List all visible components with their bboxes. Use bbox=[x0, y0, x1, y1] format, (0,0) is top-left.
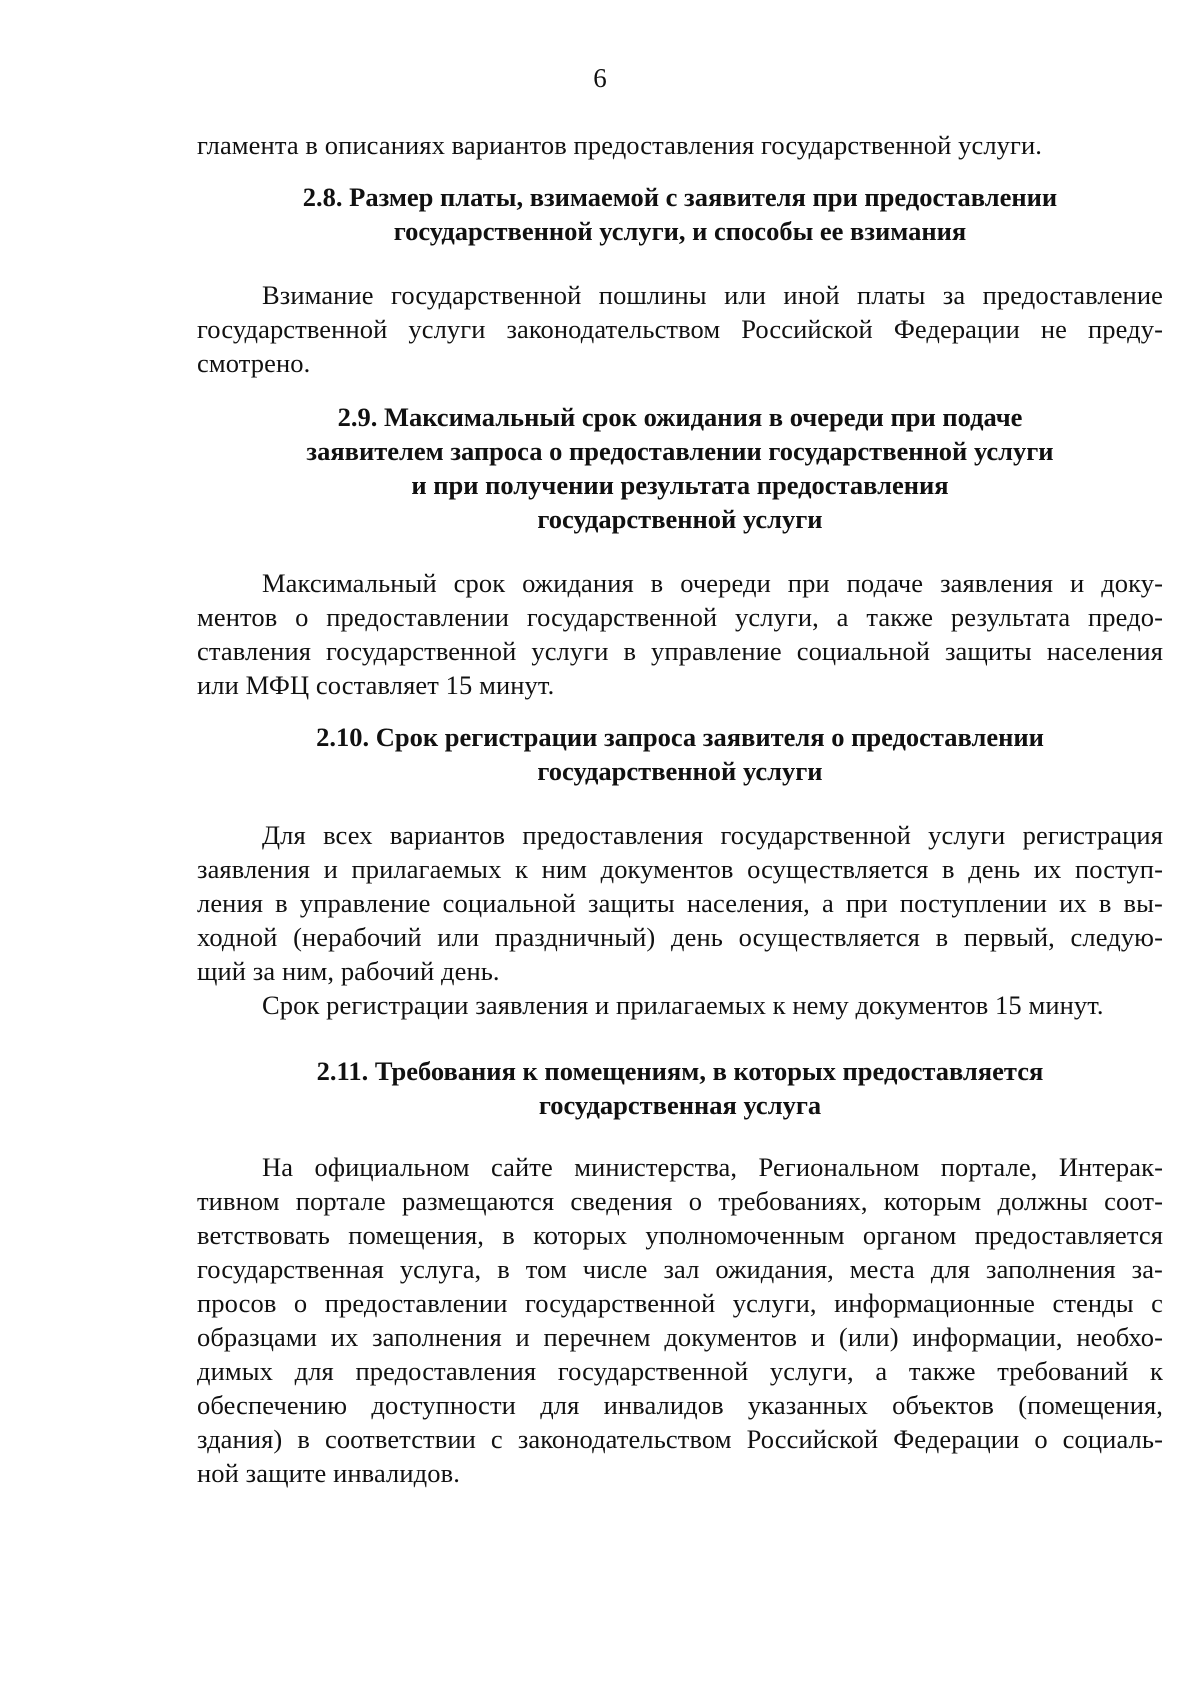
section-heading-line: государственная услуга bbox=[538, 1090, 822, 1120]
continuation-line: гламента в описаниях вариантов предоставления государственной услуги. bbox=[197, 130, 1043, 160]
paragraph-line: просов о предоставлении государственной услуги, информационные стенды с bbox=[197, 1288, 1163, 1318]
paragraph-line: ставления государственной услуги в управление социальной защиты населения bbox=[197, 636, 1163, 666]
paragraph-line: На официальном сайте министерства, Региональном портале, Интерак- bbox=[262, 1152, 1163, 1182]
section-heading-line: заявителем запроса о предоставлении государственной услуги bbox=[306, 436, 1054, 466]
paragraph-line: димых для предоставления государственной услуги, а также требований к bbox=[197, 1356, 1163, 1386]
paragraph-line: ходной (нерабочий или праздничный) день осуществляется в первый, следую- bbox=[197, 922, 1163, 952]
paragraph-line: образцами их заполнения и перечнем документов и (или) информации, необхо- bbox=[197, 1322, 1163, 1352]
section-heading-line: 2.9. Максимальный срок ожидания в очереди при подаче bbox=[337, 402, 1023, 432]
paragraph-line: ветствовать помещения, в которых уполномоченным органом предоставляется bbox=[197, 1220, 1163, 1250]
section-heading-line: государственной услуги, и способы ее взимания bbox=[393, 216, 967, 246]
paragraph-line: смотрено. bbox=[197, 348, 311, 378]
paragraph-line: ления в управление социальной защиты населения, а при поступлении их в вы- bbox=[197, 888, 1163, 918]
paragraph-line: ной защите инвалидов. bbox=[197, 1458, 460, 1488]
section-heading-line: 2.11. Требования к помещениям, в которых предоставляется bbox=[316, 1056, 1044, 1086]
paragraph-line: тивном портале размещаются сведения о требованиях, которым должны соот- bbox=[197, 1186, 1163, 1216]
section-heading-line: государственной услуги bbox=[537, 756, 823, 786]
paragraph-line: государственной услуги законодательством Российской Федерации не преду- bbox=[197, 314, 1163, 344]
paragraph-line: или МФЦ составляет 15 минут. bbox=[197, 670, 555, 700]
paragraph-line: Максимальный срок ожидания в очереди при подаче заявления и доку- bbox=[262, 568, 1163, 598]
paragraph-line: здания) в соответствии с законодательством Российской Федерации о социаль- bbox=[197, 1424, 1163, 1454]
page-number: 6 bbox=[593, 63, 607, 93]
paragraph-line: ментов о предоставлении государственной услуги, а также результата предо- bbox=[197, 602, 1163, 632]
paragraph-line: щий за ним, рабочий день. bbox=[197, 956, 500, 986]
paragraph-line: заявления и прилагаемых к ним документов осуществляется в день их поступ- bbox=[197, 854, 1163, 884]
section-heading-line: 2.10. Срок регистрации запроса заявителя о предоставлении bbox=[316, 722, 1044, 752]
paragraph-line: Срок регистрации заявления и прилагаемых к нему документов 15 минут. bbox=[262, 990, 1104, 1020]
paragraph-line: обеспечению доступности для инвалидов указанных объектов (помещения, bbox=[197, 1390, 1163, 1420]
section-heading-line: государственной услуги bbox=[537, 504, 823, 534]
paragraph-line: Взимание государственной пошлины или иной платы за предоставление bbox=[262, 280, 1163, 310]
paragraph-line: Для всех вариантов предоставления государственной услуги регистрация bbox=[262, 820, 1163, 850]
section-heading-line: 2.8. Размер платы, взимаемой с заявителя при предоставлении bbox=[302, 182, 1058, 212]
paragraph-line: государственная услуга, в том числе зал ожидания, места для заполнения за- bbox=[197, 1254, 1163, 1284]
section-heading-line: и при получении результата предоставления bbox=[411, 470, 949, 500]
